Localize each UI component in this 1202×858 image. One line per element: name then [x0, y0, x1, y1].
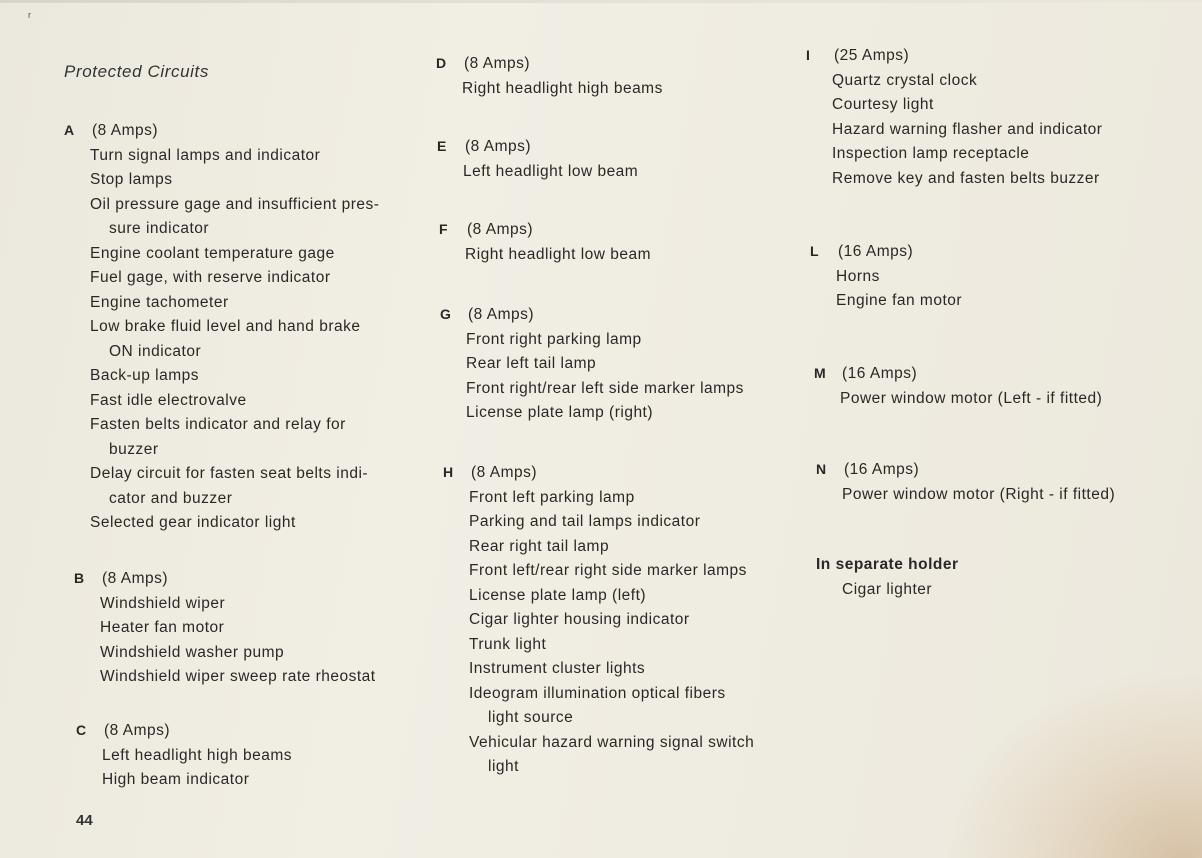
fuse-group-b: [74, 566, 376, 690]
fuse-letter: G: [440, 306, 452, 322]
circuit-item: Inspection lamp receptacle: [832, 145, 1030, 162]
separate-holder-title: In separate holder: [816, 556, 959, 573]
fuse-amperage: (25 Amps): [834, 47, 910, 64]
separate-holder-group: [816, 553, 959, 602]
circuit-list: [463, 160, 638, 185]
circuit-item: Engine coolant temperature gage: [90, 244, 335, 262]
circuit-item: Front left parking lamp: [469, 488, 635, 506]
circuit-item: High beam indicator: [102, 771, 250, 788]
circuit-item: Windshield wiper sweep rate rheostat: [100, 668, 376, 685]
paper-stain: [942, 668, 1202, 858]
fuse-letter: D: [436, 55, 447, 71]
circuit-item: Parking and tail lamps indicator: [469, 513, 701, 530]
circuit-item: Right headlight low beam: [465, 245, 652, 263]
circuit-item: License plate lamp (left): [469, 586, 647, 604]
page-title: Protected Circuits: [64, 62, 209, 81]
fuse-amperage: (8 Amps): [92, 122, 159, 139]
circuit-list: [469, 486, 754, 780]
circuit-item: Front right/rear left side marker lamps: [466, 379, 744, 397]
fuse-header: [806, 43, 1102, 69]
fuse-letter: L: [810, 243, 820, 259]
circuit-item: Oil pressure gage and insufficient pres-: [90, 195, 380, 213]
circuit-item: Vehicular hazard warning signal switch: [469, 733, 755, 751]
circuit-item: Cigar lighter housing indicator: [469, 611, 690, 628]
circuit-item: Cigar lighter: [842, 580, 933, 598]
circuit-item: Remove key and fasten belts buzzer: [832, 169, 1100, 187]
circuit-item: Engine fan motor: [836, 292, 963, 309]
circuit-item: Quartz crystal clock: [832, 71, 978, 89]
circuit-item: Windshield washer pump: [100, 643, 285, 661]
circuit-item-continuation: sure indicator: [109, 220, 210, 237]
fuse-amperage: (8 Amps): [102, 570, 169, 587]
circuit-item: Rear right tail lamp: [469, 537, 610, 555]
circuit-item: Heater fan motor: [100, 619, 225, 636]
circuit-item: Hazard warning flasher and indicator: [832, 120, 1103, 138]
fuse-amperage: (8 Amps): [464, 55, 531, 72]
fuse-header: [810, 239, 962, 265]
circuit-item-continuation: light: [488, 758, 519, 775]
fuse-group-d: [436, 51, 663, 101]
fuse-header: [64, 118, 379, 144]
circuit-item: Trunk light: [469, 635, 547, 653]
circuit-item-continuation: light source: [488, 709, 574, 726]
fuse-amperage: (8 Amps): [471, 464, 538, 481]
fuse-letter: F: [439, 221, 449, 237]
fuse-group-m: [814, 361, 1102, 411]
circuit-item: Left headlight high beams: [102, 746, 293, 764]
circuit-item: Delay circuit for fasten seat belts indi-: [90, 465, 369, 482]
fuse-letter: B: [74, 570, 85, 586]
fuse-header: [437, 134, 638, 160]
circuit-list: [466, 328, 744, 426]
circuit-list: [832, 69, 1102, 192]
fuse-group-e: [437, 134, 638, 184]
fuse-group-a: [64, 118, 379, 536]
circuit-item: Horns: [836, 267, 880, 285]
fuse-header: [439, 217, 651, 243]
circuit-item: Low brake fluid level and hand brake: [90, 318, 361, 335]
fuse-amperage: (8 Amps): [104, 722, 171, 739]
fuse-amperage: (16 Amps): [844, 461, 920, 478]
fuse-amperage: (8 Amps): [467, 221, 534, 238]
fuse-header: [814, 361, 1102, 387]
fuse-amperage: (8 Amps): [468, 306, 535, 323]
fuse-header: [76, 718, 292, 744]
circuit-item: Turn signal lamps and indicator: [90, 146, 321, 164]
circuit-list: [842, 483, 1115, 508]
circuit-list: [100, 592, 376, 690]
circuit-item-continuation: cator and buzzer: [109, 489, 233, 507]
fuse-letter: E: [437, 138, 447, 154]
fuse-group-c: [76, 718, 292, 793]
circuit-list: [102, 744, 292, 793]
circuit-item: Stop lamps: [90, 171, 173, 188]
fuse-amperage: (16 Amps): [842, 365, 918, 382]
fuse-letter: I: [806, 47, 811, 63]
circuit-item: Engine tachometer: [90, 293, 229, 311]
circuit-item: Instrument cluster lights: [469, 660, 646, 677]
circuit-item-continuation: ON indicator: [109, 342, 202, 360]
circuit-item: Power window motor (Right - if fitted): [842, 485, 1116, 503]
circuit-item: Front right parking lamp: [466, 330, 642, 348]
circuit-list: [840, 387, 1102, 412]
fuse-group-f: [439, 217, 651, 267]
circuit-item: Windshield wiper: [100, 594, 226, 612]
circuit-item: Selected gear indicator light: [90, 514, 296, 531]
page-number: 44: [76, 812, 93, 829]
fuse-amperage: (16 Amps): [838, 243, 914, 260]
circuit-item: Ideogram illumination optical fibers: [469, 684, 726, 702]
fuse-letter: H: [443, 464, 454, 480]
circuit-list: [462, 77, 663, 102]
fuse-group-i: [806, 43, 1102, 191]
circuit-item: Fuel gage, with reserve indicator: [90, 269, 331, 286]
fuse-group-h: [443, 460, 754, 780]
fuse-group-l: [810, 239, 962, 314]
circuit-item: Left headlight low beam: [463, 162, 639, 180]
circuit-item: Back-up lamps: [90, 367, 200, 384]
fuse-header: [74, 566, 376, 592]
fuse-letter: A: [64, 122, 75, 138]
circuit-item: Power window motor (Left - if fitted): [840, 389, 1103, 407]
fuse-header: [443, 460, 754, 486]
circuit-item: Right headlight high beams: [462, 79, 663, 97]
circuit-list: [465, 243, 651, 268]
top-mark: r: [28, 10, 31, 20]
fuse-letter: M: [814, 365, 827, 381]
fuse-group-g: [440, 302, 744, 426]
circuit-item: License plate lamp (right): [466, 404, 654, 421]
circuit-item-continuation: buzzer: [109, 440, 159, 458]
circuit-list: [90, 144, 379, 536]
circuit-list: [836, 265, 962, 314]
separate-holder-items: [842, 578, 959, 603]
fuse-amperage: (8 Amps): [465, 138, 532, 155]
fuse-letter: N: [816, 461, 827, 477]
fuse-group-n: [816, 457, 1115, 507]
top-edge-line: [0, 0, 1202, 3]
fuse-header: [816, 457, 1115, 483]
circuit-item: Rear left tail lamp: [466, 355, 597, 372]
circuit-item: Fast idle electrovalve: [90, 391, 247, 409]
circuit-item: Fasten belts indicator and relay for: [90, 416, 346, 433]
fuse-letter: C: [76, 722, 87, 738]
circuit-item: Courtesy light: [832, 96, 934, 113]
fuse-header: [440, 302, 744, 328]
circuit-item: Front left/rear right side marker lamps: [469, 562, 747, 579]
fuse-header: [436, 51, 663, 77]
